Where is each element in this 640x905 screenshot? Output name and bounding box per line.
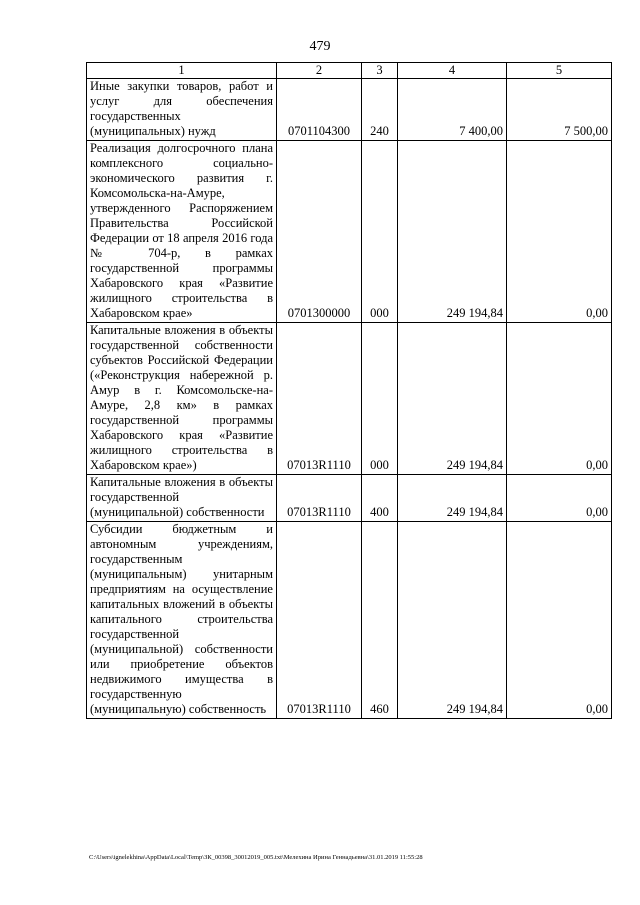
page-number: 479 xyxy=(309,39,331,54)
header-col-2: 2 xyxy=(277,63,362,79)
row-amount-2: 7 500,00 xyxy=(507,79,612,141)
table-row xyxy=(87,522,612,719)
table-row xyxy=(87,79,612,141)
row-code: 0701104300 xyxy=(277,79,362,141)
budget-table xyxy=(86,62,612,719)
table-header-row xyxy=(87,63,612,79)
row-amount-1: 249 194,84 xyxy=(398,522,507,719)
row-amount-2: 0,00 xyxy=(507,475,612,522)
row-amount-1: 7 400,00 xyxy=(398,79,507,141)
table-row xyxy=(87,141,612,323)
row-description: Капитальные вложения в объекты государственной (муниципальной) собственности xyxy=(87,475,277,522)
row-expense-type: 460 xyxy=(362,522,398,719)
row-code: 07013R1110 xyxy=(277,323,362,475)
row-code: 07013R1110 xyxy=(277,475,362,522)
table-row xyxy=(87,475,612,522)
row-expense-type: 400 xyxy=(362,475,398,522)
row-amount-1: 249 194,84 xyxy=(398,141,507,323)
row-amount-1: 249 194,84 xyxy=(398,323,507,475)
row-amount-2: 0,00 xyxy=(507,522,612,719)
row-amount-2: 0,00 xyxy=(507,323,612,475)
row-expense-type: 000 xyxy=(362,323,398,475)
table-row xyxy=(87,323,612,475)
header-col-3: 3 xyxy=(362,63,398,79)
row-expense-type: 240 xyxy=(362,79,398,141)
header-col-5: 5 xyxy=(507,63,612,79)
row-amount-2: 0,00 xyxy=(507,141,612,323)
row-description: Иные закупки товаров, работ и услуг для обеспечения государственных (муниципальных) нужд xyxy=(87,79,277,141)
row-description: Капитальные вложения в объекты государственной собственности субъектов Российской Федерации («Реконструкция набережной р. Амур в г. Комсомольске-на-Амуре, 2,8 км» в рамках государственной программы Хабаровского края «Развитие жилищного строительства в Хабаровском крае») xyxy=(87,323,277,475)
header-col-1: 1 xyxy=(87,63,277,79)
footer-file-path: C:\Users\ignelekhina\AppData\Local\Temp\ЗК_00398_30012019_005.txt\Мелехина Ирина Геннадьевна\31.01.2019 11:55:28 xyxy=(89,854,423,861)
row-description: Субсидии бюджетным и автономным учреждениям, государственным (муниципальным) унитарным предприятиям на осуществление капитальных вложений в объекты капитального строительства государственной (муниципальной) собственности или приобретение объектов недвижимого имущества в государственную (муниципальную) собственность xyxy=(87,522,277,719)
row-code: 07013R1110 xyxy=(277,522,362,719)
header-col-4: 4 xyxy=(398,63,507,79)
row-amount-1: 249 194,84 xyxy=(398,475,507,522)
row-description: Реализация долгосрочного плана комплексного социально-экономического развития г. Комсомольска-на-Амуре, утвержденного Распоряжением Правительства Российской Федерации от 18 апреля 2016 года № 704-р, в рамках государственной программы Хабаровского края «Развитие жилищного строительства в Хабаровском крае» xyxy=(87,141,277,323)
row-expense-type: 000 xyxy=(362,141,398,323)
row-code: 0701300000 xyxy=(277,141,362,323)
